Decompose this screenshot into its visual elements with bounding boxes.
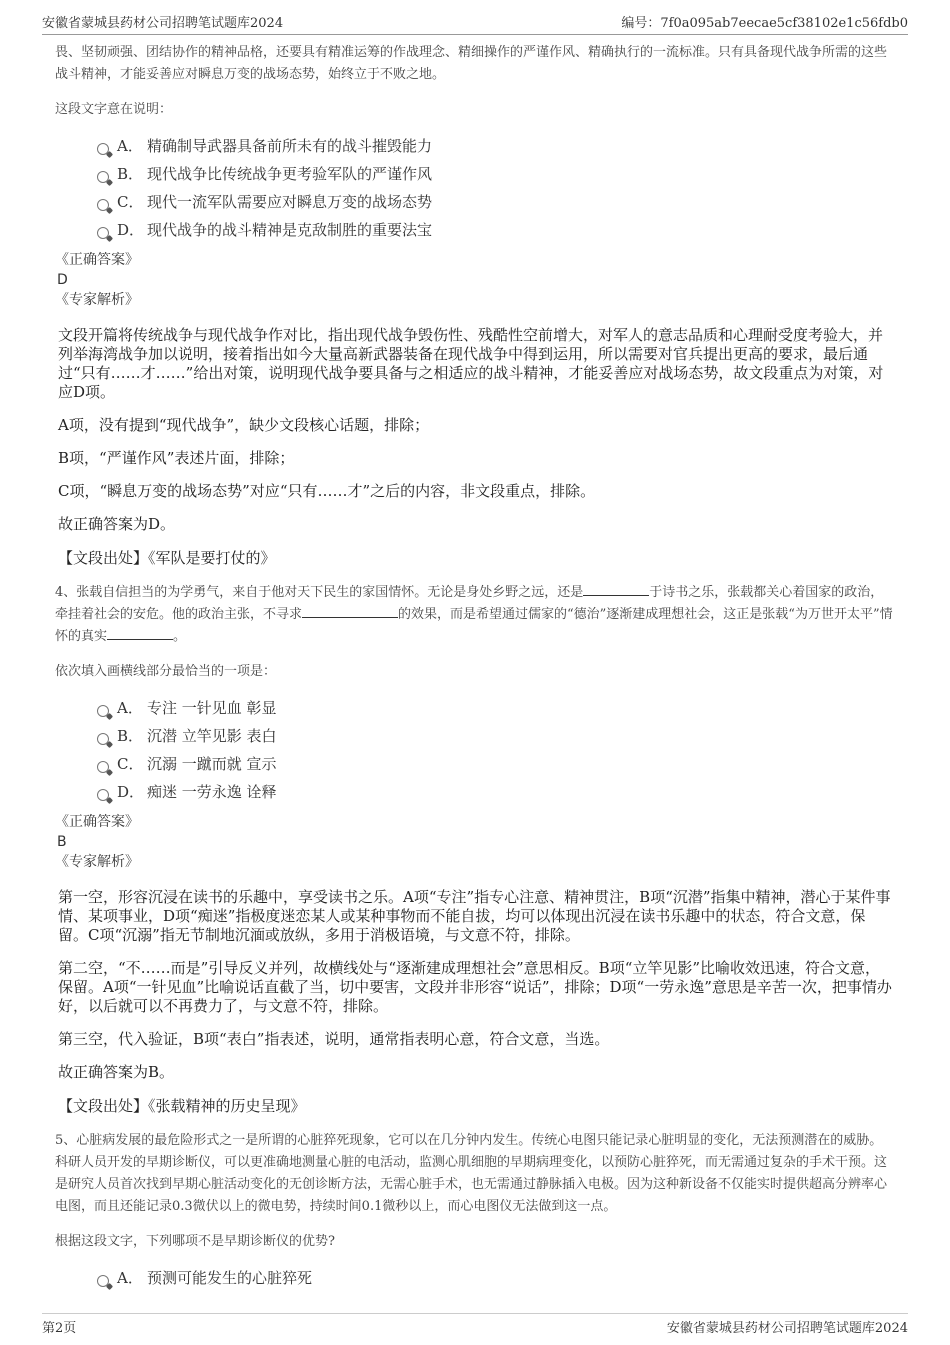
radio-icon[interactable]	[97, 143, 109, 155]
analysis-paragraph: 第一空，形容沉浸在读书的乐趣中，享受读书之乐。A项“专注”指专心注意、精神贯注，B项“沉潜”指集中精神，潜心于某件事情、某项事业，D项“痴迷”指极度迷恋某人或某种事物而不能自拔，均可以体现出沉浸在读书乐趣中的状态，符合文意，保留。C项“沉溺”指无节制地沉湎或放纵，多用于消极语境，与文意不符，排除。	[58, 888, 891, 944]
radio-icon[interactable]	[97, 789, 109, 801]
analysis-conclusion: 故正确答案为B。	[58, 1063, 175, 1081]
radio-icon[interactable]	[97, 171, 109, 183]
fill-blank	[107, 626, 173, 640]
radio-icon[interactable]	[97, 761, 109, 773]
option-a[interactable]: A． 精确制导武器具备前所未有的战斗摧毁能力	[95, 132, 895, 160]
analysis-label: 《专家解析》	[55, 292, 139, 308]
header-title: 安徽省蒙城县药材公司招聘笔试题库2024	[42, 16, 284, 31]
option-b[interactable]: B． 现代战争比传统战争更考验军队的严谨作风	[95, 160, 895, 188]
radio-icon[interactable]	[97, 705, 109, 717]
option-b[interactable]: B． 沉潜 立竿见影 表白	[95, 722, 895, 750]
radio-icon[interactable]	[97, 1275, 109, 1287]
answer-label: 《正确答案》	[55, 252, 139, 268]
question-4-text: 4、张载自信担当的为学勇气，来自于他对天下民生的家国情怀。无论是身处乡野之远，还是 于诗书之乐，张载都关心着国家的政治，牵挂着社会的安危。他的政治主张，不寻求 的效果，而是希望通过儒家的“德治”逐渐建成理想社会，这正是张载“为万世开太平”情怀的真实 。	[55, 582, 895, 648]
radio-icon[interactable]	[97, 733, 109, 745]
page-content	[55, 42, 895, 1298]
option-c[interactable]: C． 现代一流军队需要应对瞬息万变的战场态势	[95, 188, 895, 216]
option-a[interactable]: A． 专注 一针见血 彰显	[95, 694, 895, 722]
page-footer	[42, 1313, 908, 1336]
radio-icon[interactable]	[97, 199, 109, 211]
question-3-prompt: 这段文字意在说明：	[55, 102, 173, 117]
analysis-conclusion: 故正确答案为D。	[58, 515, 176, 533]
source-citation: 【文段出处】《军队是要打仗的》	[58, 549, 276, 567]
answer-value: B	[57, 834, 67, 850]
option-c[interactable]: C． 沉溺 一蹴而就 宣示	[95, 750, 895, 778]
source-citation: 【文段出处】《张载精神的历史呈现》	[58, 1097, 306, 1115]
analysis-paragraph: B项，“严谨作风”表述片面，排除；	[58, 449, 295, 467]
analysis-label: 《专家解析》	[55, 854, 139, 870]
page-number: 第2页	[42, 1321, 77, 1336]
option-d[interactable]: D． 现代战争的战斗精神是克敌制胜的重要法宝	[95, 216, 895, 244]
page-header	[42, 10, 908, 35]
question-4-prompt: 依次填入画横线部分最恰当的一项是：	[55, 664, 277, 679]
question-5-text: 5、心脏病发展的最危险形式之一是所谓的心脏猝死现象，它可以在几分钟内发生。传统心电图只能记录心脏明显的变化，无法预测潜在的威胁。科研人员开发的早期诊断仪，可以更准确地测量心脏的电活动，监测心肌细胞的早期病理变化，以预防心脏猝死，而无需通过复杂的手术干预。这是研究人员首次找到早期心脏活动变化的无创诊断方法，无需心脏手术，也无需通过静脉插入电极。因为这种新设备不仅能实时提供超高分辨率心电图，而且还能记录0.3微伏以上的微电势，持续时间0.1微秒以上，而心电图仪无法做到这一点。	[55, 1133, 888, 1214]
footer-title: 安徽省蒙城县药材公司招聘笔试题库2024	[666, 1321, 908, 1336]
analysis-paragraph: 文段开篇将传统战争与现代战争作对比，指出现代战争毁伤性、残酷性空前增大，对军人的意志品质和心理耐受度考验大，并列举海湾战争加以说明，接着指出如今大量高新武器装备在现代战争中得到运用，所以需要对官兵提出更高的要求，最后通过“只有……才……”给出对策，说明现代战争要具备与之相适应的战斗精神，才能妥善应对战场态势，故文段重点为对策，对应D项。	[58, 326, 884, 401]
question-5-options	[95, 1264, 895, 1292]
analysis-paragraph: A项，没有提到“现代战争”，缺少文段核心话题，排除；	[58, 416, 430, 434]
answer-label: 《正确答案》	[55, 814, 139, 830]
analysis-paragraph: 第二空，“不……而是”引导反义并列，故横线处与“逐渐建成理想社会”意思相反。B项“立竿见影”比喻收效迅速，符合文意，保留。A项“一针见血”比喻说话直截了当，切中要害，文段并非形容“说话”，排除；D项“一劳永逸”意思是辛苦一次，把事情办好，以后就可以不再费力了，与文意不符，排除。	[58, 959, 892, 1015]
option-d[interactable]: D． 痴迷 一劳永逸 诠释	[95, 778, 895, 806]
analysis-paragraph: 第三空，代入验证，B项“表白”指表述，说明，通常指表明心意，符合文意，当选。	[58, 1030, 610, 1048]
question-4-options	[95, 694, 895, 806]
option-a[interactable]: A． 预测可能发生的心脏猝死	[95, 1264, 895, 1292]
header-doc-id: 编号：7f0a095ab7eecae5cf38102e1c56fdb0	[621, 16, 908, 31]
analysis-paragraph: C项，“瞬息万变的战场态势”对应“只有……才”之后的内容，非文段重点，排除。	[58, 482, 596, 500]
question-3-options	[95, 132, 895, 244]
question-3-text: 畏、坚韧顽强、团结协作的精神品格，还要具有精准运筹的作战理念、精细操作的严谨作风、精确执行的一流标准。只有具备现代战争所需的这些战斗精神，才能妥善应对瞬息万变的战场态势，始终立于不败之地。	[55, 45, 888, 82]
fill-blank	[302, 604, 398, 618]
question-5-prompt: 根据这段文字，下列哪项不是早期诊断仪的优势?	[55, 1234, 335, 1249]
answer-value: D	[57, 272, 68, 288]
fill-blank	[583, 582, 649, 596]
radio-icon[interactable]	[97, 227, 109, 239]
